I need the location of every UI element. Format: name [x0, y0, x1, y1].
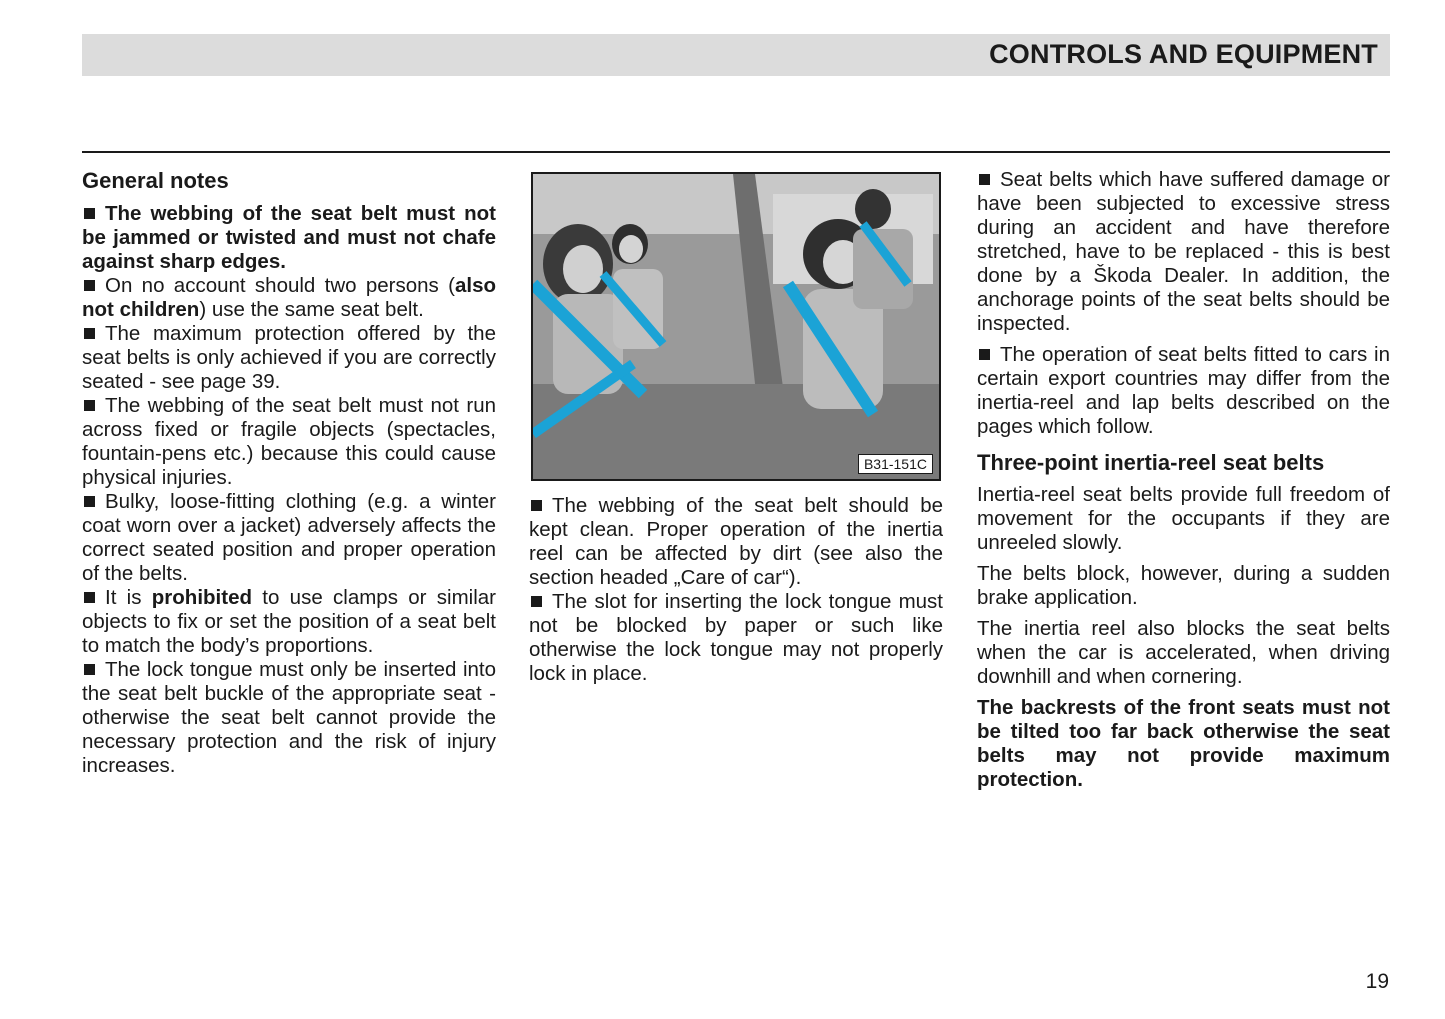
bullet-square-icon: [84, 400, 95, 411]
note-11: The operation of seat belts fitted to cars in certain export countries may differ from the inertia-reel and lap belts described on the pages which follow.: [977, 343, 1390, 438]
bullet-square-icon: [84, 592, 95, 603]
note-2: On no account should two persons (also not children) use the same seat belt.: [82, 274, 496, 321]
column-left: [82, 166, 496, 778]
note-8: The webbing of the seat belt should be kept clean. Proper operation of the inertia reel can be affected by dirt (see also the section headed „Care of car“).: [529, 494, 943, 589]
bullet-square-icon: [84, 280, 95, 291]
paragraph-freedom: Inertia-reel seat belts provide full freedom of movement for the occupants if they are unreeled slowly.: [977, 483, 1390, 554]
bullet-square-icon: [531, 500, 542, 511]
bullet-square-icon: [531, 596, 542, 607]
seatbelt-illustration: [531, 172, 941, 481]
section-title: CONTROLS AND EQUIPMENT: [989, 39, 1378, 69]
note-3: The maximum protection offered by the seat belts is only achieved if you are correctly seated - see page 39.: [82, 322, 496, 393]
bullet-square-icon: [84, 328, 95, 339]
bullet-square-icon: [979, 174, 990, 185]
bullet-square-icon: [84, 664, 95, 675]
divider-rule: [82, 151, 1390, 153]
paragraph-inertia: The inertia reel also blocks the seat belts when the car is accelerated, when driving downhill and when cornering.: [977, 617, 1390, 688]
note-9: The slot for inserting the lock tongue must not be blocked by paper or such like otherwise the lock tongue may not properly lock in place.: [529, 590, 943, 685]
paragraph-block: The belts block, however, during a sudden brake application.: [977, 562, 1390, 609]
note-5: Bulky, loose-fitting clothing (e.g. a winter coat worn over a jacket) adversely affects the correct seated position and proper operation of the belts.: [82, 490, 496, 585]
figure-code: B31-151C: [858, 454, 933, 474]
page-number: 19: [1365, 970, 1389, 993]
heading-inertia-reel: Three-point inertia-reel seat belts: [977, 450, 1325, 475]
column-middle: [529, 494, 943, 686]
warning-backrests: The backrests of the front seats must not be tilted too far back otherwise the seat belts may not provide maximum protection.: [977, 696, 1390, 791]
heading-general-notes: General notes: [82, 168, 229, 193]
note-1: The webbing of the seat belt must not be jammed or twisted and must not chafe against sharp edges.: [82, 202, 496, 273]
car-interior-illustration: [533, 174, 939, 479]
note-10: Seat belts which have suffered damage or have been subjected to excessive stress during an accident and have therefore stretched, have to be replaced - this is best done by a Škoda Dealer. In addition, the anchorage points of the seat belts should be inspected.: [977, 168, 1390, 335]
header-bar: [82, 34, 1390, 76]
bullet-square-icon: [979, 349, 990, 360]
note-7: The lock tongue must only be inserted into the seat belt buckle of the appropriate seat - otherwise the seat belt cannot provide the necessary protection and the risk of injury increases.: [82, 658, 496, 777]
bullet-square-icon: [84, 208, 95, 219]
note-6: It is prohibited to use clamps or similar objects to fix or set the position of a seat belt to match the body’s proportions.: [82, 586, 496, 657]
bullet-square-icon: [84, 496, 95, 507]
note-4: The webbing of the seat belt must not run across fixed or fragile objects (spectacles, fountain-pens etc.) because this could cause physical injuries.: [82, 394, 496, 489]
column-right: [977, 168, 1390, 799]
